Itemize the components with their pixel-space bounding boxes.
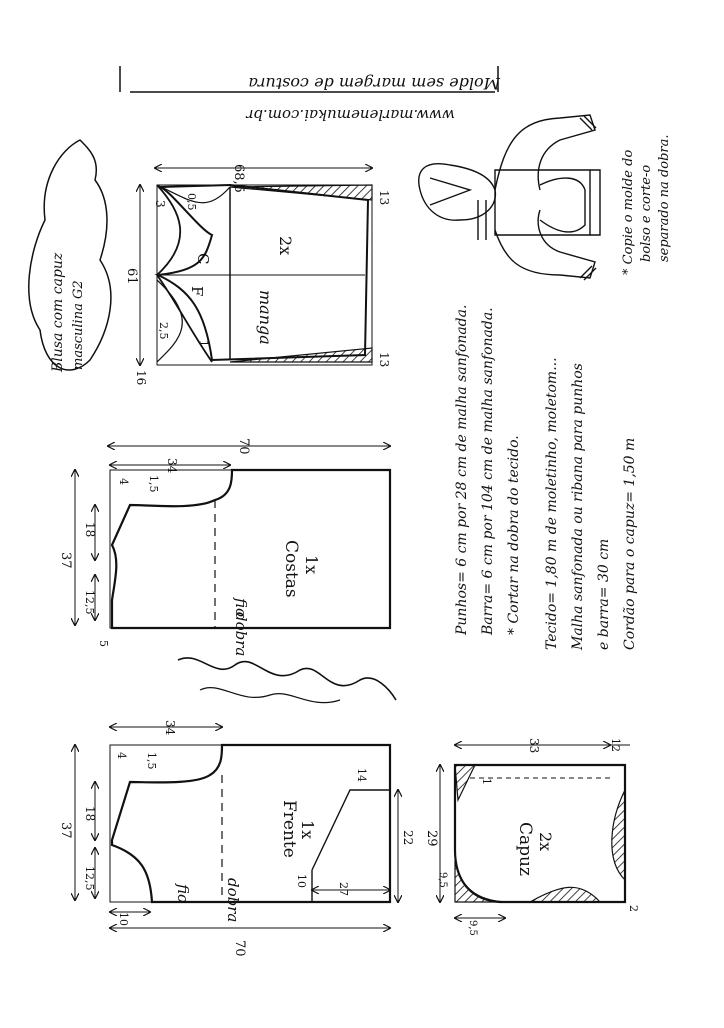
header bbox=[120, 66, 501, 124]
back-dim-18: 18 bbox=[83, 522, 97, 538]
note-cut: * Cortar na dobra do tecido. bbox=[506, 435, 522, 635]
front-dim-125: 12,5 bbox=[83, 866, 96, 891]
website-text: www.marlenemukai.com.br bbox=[246, 106, 455, 124]
back-dim-15: 1,5 bbox=[147, 475, 160, 493]
hood-dim-12: 12 bbox=[609, 738, 622, 752]
back-dim-height: 37 bbox=[58, 552, 73, 569]
back-dim-width: 70 bbox=[236, 438, 251, 455]
sleeve-dim-05: 0,5 bbox=[185, 193, 198, 211]
pocket-note-1: * Copie o molde do bbox=[621, 149, 636, 275]
front-dim-27: 27 bbox=[337, 882, 350, 896]
title-cloud bbox=[29, 140, 111, 373]
note-rib: Malha sanfonada ou ribana para punhos bbox=[570, 363, 586, 650]
sleeve-pattern bbox=[124, 164, 391, 385]
sleeve-dim-length: 68,5 bbox=[231, 164, 246, 193]
back-dim-4: 4 bbox=[117, 478, 130, 485]
front-dim-4: 4 bbox=[115, 752, 128, 759]
front-count: 1x bbox=[298, 820, 317, 840]
note-band: Barra= 6 cm por 104 cm de malha sanfonada. bbox=[480, 307, 496, 635]
sleeve-count: 2x bbox=[276, 236, 295, 256]
instructions bbox=[454, 305, 638, 651]
back-pattern bbox=[58, 438, 390, 656]
sleeve-dim-bottom-right: 13 bbox=[377, 352, 391, 368]
front-pattern bbox=[58, 720, 415, 957]
hood-dim-1: 1 bbox=[480, 778, 493, 785]
sleeve-mark-back: C bbox=[194, 253, 212, 265]
front-grain: fio bbox=[174, 884, 192, 904]
signature bbox=[178, 658, 396, 703]
pocket-note bbox=[621, 134, 672, 275]
sleeve-mark-front: F bbox=[188, 286, 206, 297]
back-count: 1x bbox=[302, 555, 321, 575]
hood-dim-29: 29 bbox=[424, 830, 439, 847]
front-fold: dobra bbox=[224, 878, 242, 923]
title-line1: Blusa com capuz bbox=[50, 252, 66, 372]
hood-dim-95: 9,5 bbox=[437, 872, 448, 888]
front-dim-width: 70 bbox=[232, 940, 247, 957]
back-grain: fio bbox=[232, 598, 250, 618]
sleeve-dim-left: 16 bbox=[134, 370, 148, 386]
hood-label: Capuz bbox=[515, 822, 535, 876]
hood-pattern bbox=[424, 738, 640, 936]
sleeve-dim-3: 3 bbox=[153, 200, 167, 208]
sleeve-label: manga bbox=[256, 290, 275, 345]
back-label: Costas bbox=[281, 540, 301, 598]
front-dim-10: 10 bbox=[117, 912, 130, 926]
hood-dim-33: 33 bbox=[527, 738, 541, 754]
pocket-note-3: separado na dobra. bbox=[657, 134, 672, 262]
back-fold: dobra bbox=[232, 612, 250, 657]
front-dim-15: 1,5 bbox=[145, 752, 158, 770]
front-label: Frente bbox=[279, 800, 299, 858]
note-cord: Cordão para o capuz= 1,50 m bbox=[622, 437, 638, 650]
front-dim-18: 18 bbox=[83, 806, 97, 822]
back-dim-125: 12,5 bbox=[83, 590, 96, 615]
note-cuffs: Punhos= 6 cm por 28 cm de malha sanfonada. bbox=[454, 304, 470, 635]
front-dim-14: 14 bbox=[355, 768, 368, 782]
hood-dim-2: 2 bbox=[627, 905, 640, 912]
sleeve-dim-width: 61 bbox=[124, 268, 139, 285]
pocket-note-2: bolso e corte-o bbox=[639, 164, 654, 262]
front-dim-34: 34 bbox=[163, 720, 177, 736]
back-dim-5: 5 bbox=[97, 640, 110, 647]
front-dim-10b: 10 bbox=[295, 874, 308, 888]
sleeve-dim-25: 2,5 bbox=[157, 322, 170, 340]
sleeve-dim-top-right: 13 bbox=[377, 190, 391, 206]
front-dim-height: 37 bbox=[58, 822, 73, 839]
note-rib2: e barra= 30 cm bbox=[596, 538, 612, 650]
note-text: Molde sem margem de costura bbox=[248, 74, 500, 93]
back-dim-34: 34 bbox=[165, 458, 179, 474]
hoodie-sketch bbox=[419, 115, 600, 280]
note-fabric: Tecido= 1,80 m de moletinho, moletom... bbox=[544, 357, 560, 650]
hood-count: 2x bbox=[536, 832, 555, 852]
front-dim-22: 22 bbox=[401, 830, 415, 846]
hood-dim-95b: 9,5 bbox=[467, 920, 478, 936]
title-line2: masculina G2 bbox=[71, 280, 86, 370]
sleeve-dim-1: 1 bbox=[197, 340, 210, 347]
